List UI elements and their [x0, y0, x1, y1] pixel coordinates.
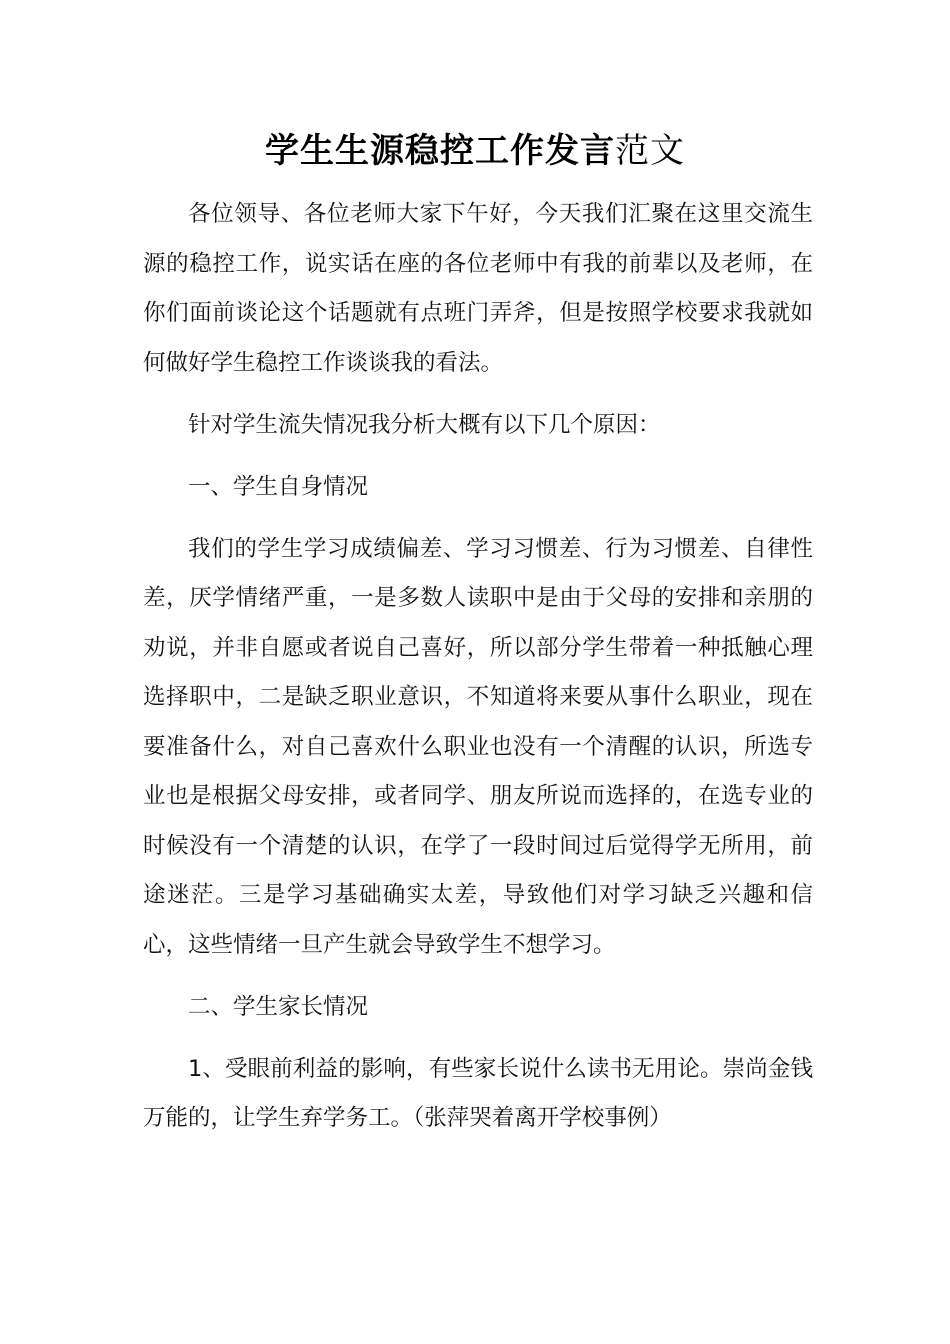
title-suffix: 范文	[615, 131, 685, 171]
section-heading-parents: 二、学生家长情况	[188, 993, 369, 1020]
paragraph-parents-item-1: 1、受眼前利益的影响，有些家长说什么读书无用论。崇尚金钱万能的，让学生弃学务工。（张萍哭着离开学校事例）	[143, 1055, 813, 1131]
title-main: 学生生源稳控工作发言	[265, 131, 615, 171]
paragraph-student-situation: 我们的学生学习成绩偏差、学习习惯差、行为习惯差、自律性差，厌学情绪严重，一是多数人读职中是由于父母的安排和亲朋的劝说，并非自愿或者说自己喜好，所以部分学生带着一种抵触心理选择职中，二是缺乏职业意识，不知道将来要从事什么职业，现在要准备什么，对自己喜欢什么职业也没有一个清醒的认识，所选专业也是根据父母安排，或者同学、朋友所说而选择的，在选专业的时候没有一个清楚的认识，在学了一段时间过后觉得学无所用，前途迷茫。三是学习基础确实太差，导致他们对学习缺乏兴趣和信心，这些情绪一旦产生就会导致学生不想学习。	[143, 535, 813, 958]
paragraph-reasons-intro: 针对学生流失情况我分析大概有以下几个原因：	[188, 411, 661, 438]
document-body	[143, 190, 813, 1156]
paragraph-greeting: 各位领导、各位老师大家下午好，今天我们汇聚在这里交流生源的稳控工作，说实话在座的各位老师中有我的前辈以及老师，在你们面前谈论这个话题就有点班门弄斧，但是按照学校要求我就如何做好学生稳控工作谈谈我的看法。	[143, 201, 813, 376]
section-heading-student: 一、学生自身情况	[188, 473, 369, 500]
document-title	[0, 128, 950, 174]
